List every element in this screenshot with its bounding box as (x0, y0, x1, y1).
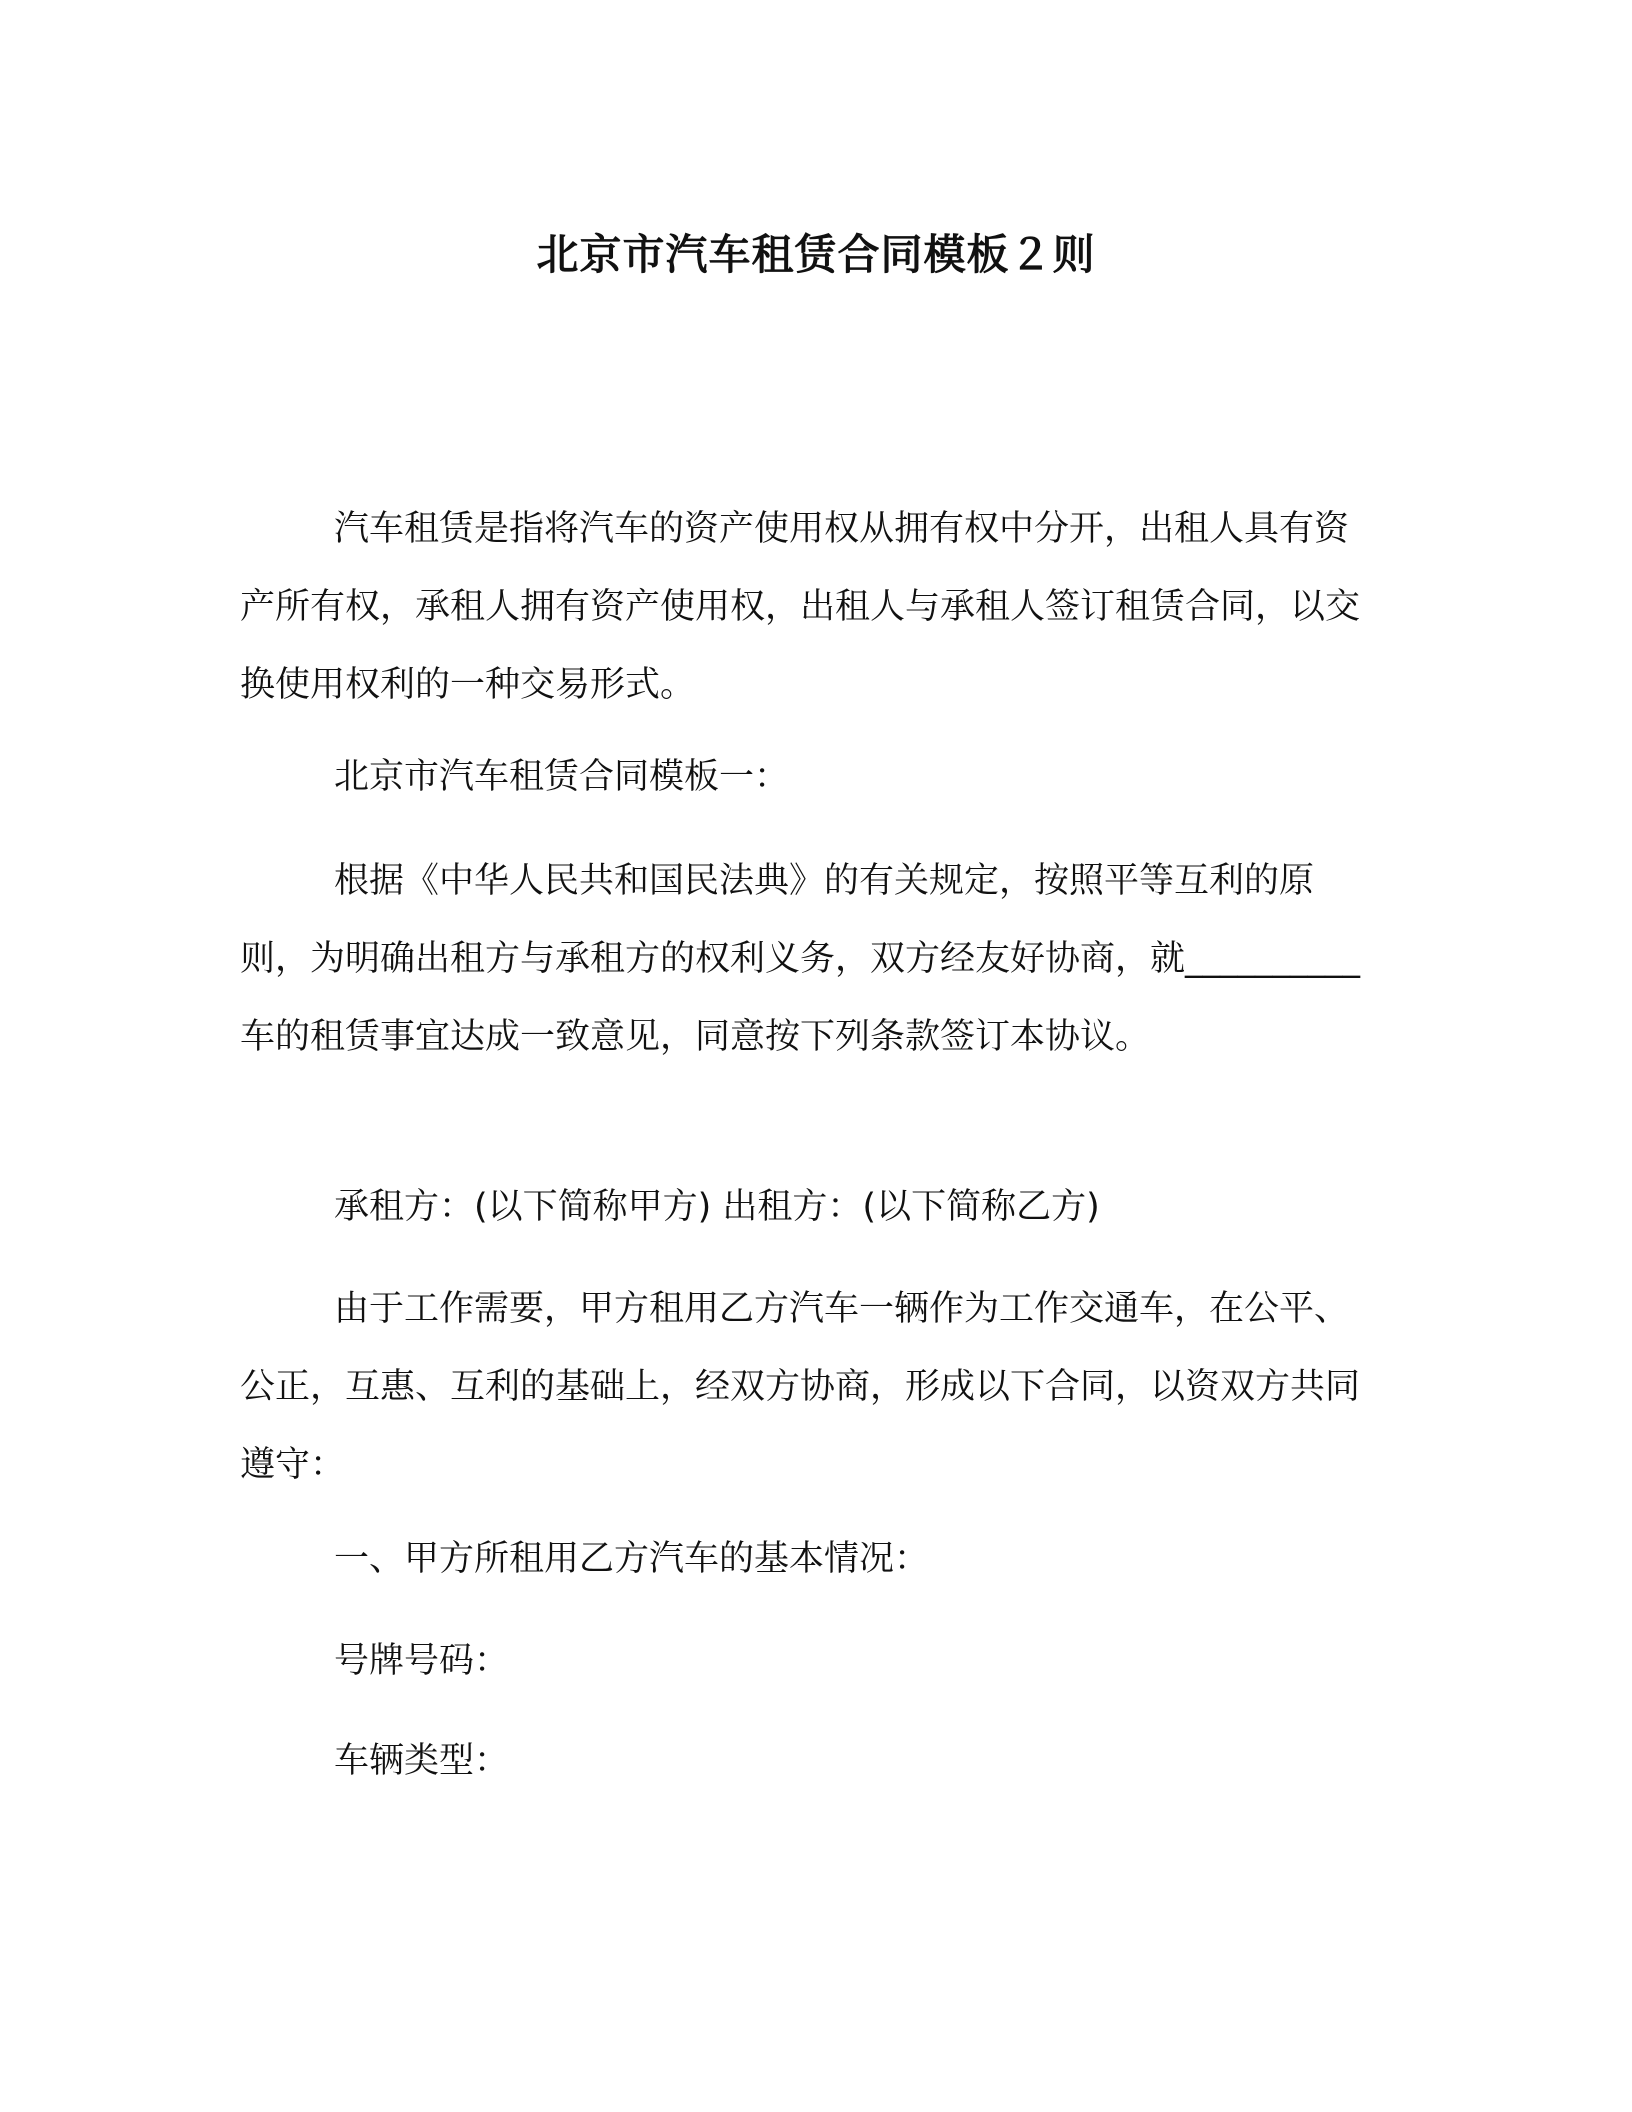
template-one-heading: 北京市汽车租赁合同模板一： (334, 757, 790, 797)
intro-paragraph: 汽车租赁是指将汽车的资产使用权从拥有权中分开，出租人具有资产所有权，承租人拥有资产使用权，出租人与承租人签订租赁合同，以交换使用权利的一种交易形式。 (240, 509, 1361, 705)
parties-paragraph: 承租方：(以下简称甲方) 出租方：(以下简称乙方) (334, 1187, 1100, 1227)
vehicle-type-field: 车辆类型： (334, 1741, 510, 1781)
document-title: 北京市汽车租赁合同模板２则 (536, 230, 1096, 279)
plate-number-field: 号牌号码： (334, 1641, 510, 1681)
purpose-paragraph: 由于工作需要，甲方租用乙方汽车一辆作为工作交通车，在公平、公正，互惠、互利的基础上，经双方协商，形成以下合同，以资双方共同遵守： (240, 1289, 1361, 1485)
section-one-heading: 一、甲方所租用乙方汽车的基本情况： (334, 1539, 930, 1579)
legal-basis-paragraph: 根据《中华人民共和国民法典》的有关规定，按照平等互利的原则，为明确出租方与承租方的权利义务，双方经友好协商，就__________车的租赁事宜达成一致意见，同意按下列条款签订本协议。 (240, 861, 1361, 1057)
